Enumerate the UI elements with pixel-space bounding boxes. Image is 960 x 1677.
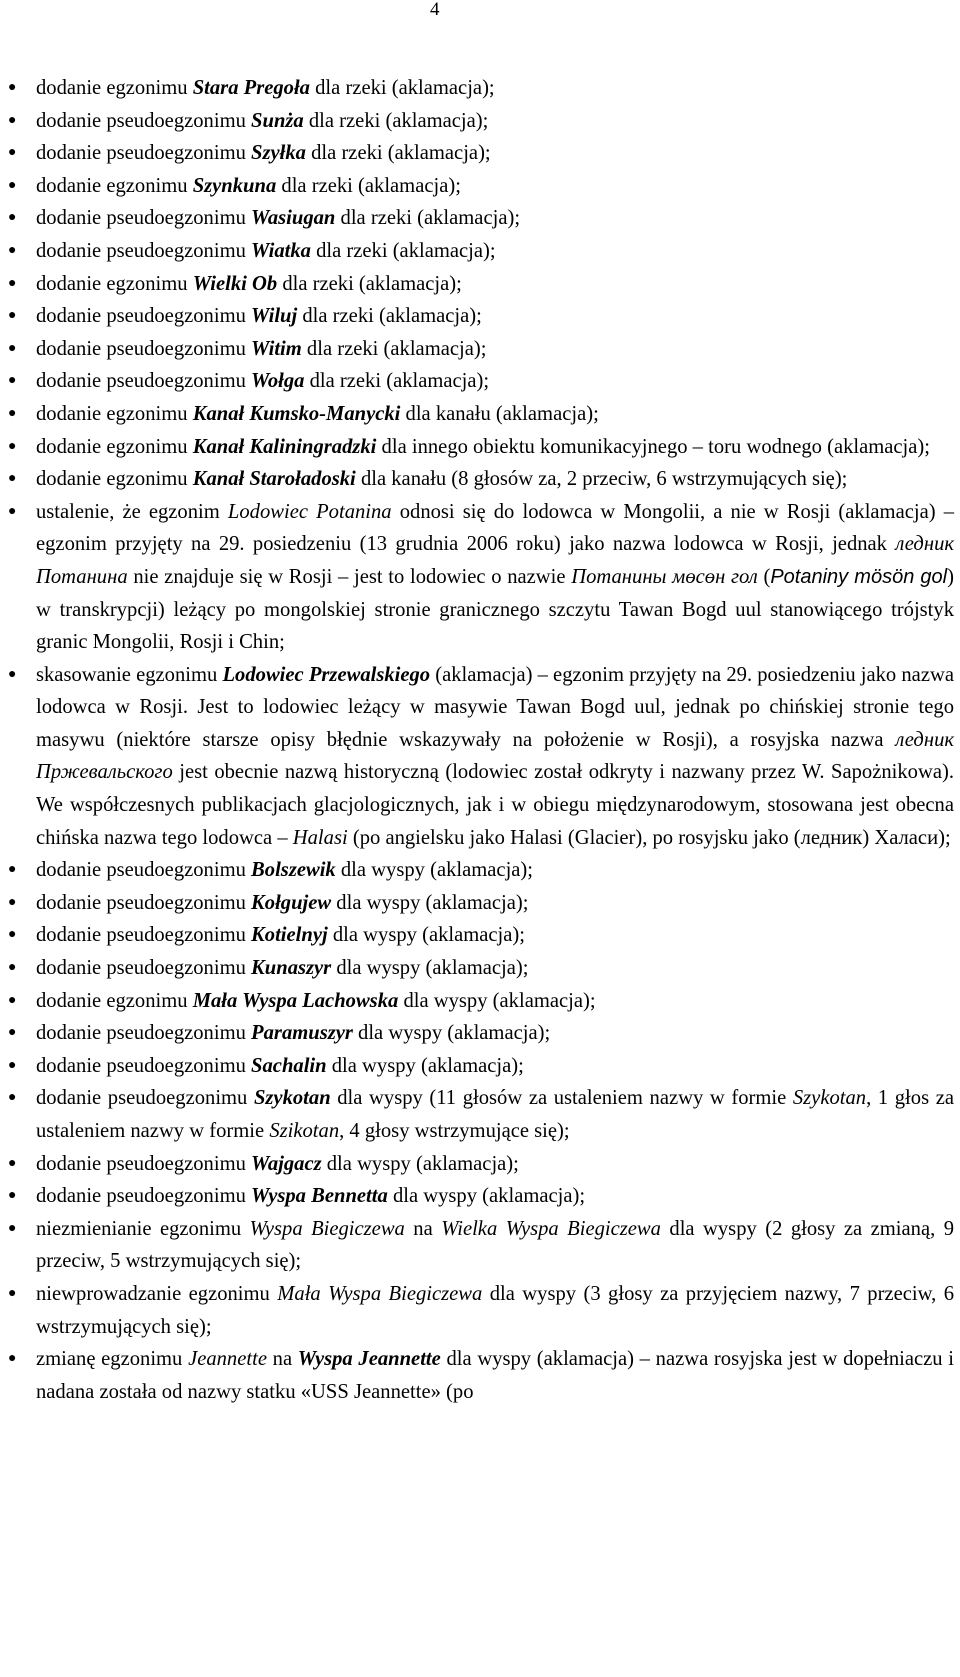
bullet-icon: ● bbox=[8, 960, 17, 976]
list-item bbox=[8, 431, 954, 464]
exonym-name: Wyspa Jeannette bbox=[297, 1348, 441, 1371]
item-text: dla wyspy (2 głosy za zmianą, 9 przeciw, 5 wstrzymujących się); bbox=[36, 1217, 954, 1273]
italic-name: Lodowiec Potanina bbox=[227, 500, 392, 523]
bullet-icon: ● bbox=[8, 862, 17, 878]
bullet-icon: ● bbox=[8, 1220, 17, 1236]
bullet-icon: ● bbox=[8, 1090, 17, 1106]
list-item bbox=[8, 268, 954, 301]
exonym-name: Kanał Staroładoski bbox=[192, 468, 356, 491]
exonym-name: Sachalin bbox=[251, 1054, 327, 1077]
list-item bbox=[8, 1017, 954, 1050]
exonym-name: Wołga bbox=[251, 370, 305, 393]
item-text: dla wyspy (aklamacja); bbox=[326, 1054, 524, 1077]
item-text: dla rzeki (aklamacja); bbox=[335, 207, 521, 230]
list-item bbox=[8, 1050, 954, 1083]
bullet-icon: ● bbox=[8, 1057, 17, 1073]
italic-name: Wyspa Biegiczewa bbox=[249, 1217, 405, 1240]
item-text: zmianę egzonimu bbox=[36, 1348, 189, 1371]
item-text: dodanie egzonimu bbox=[36, 435, 193, 458]
list-item bbox=[8, 137, 954, 170]
item-text: dla wyspy (aklamacja); bbox=[352, 1022, 551, 1045]
list-item bbox=[8, 659, 954, 855]
bullet-icon: ● bbox=[8, 145, 17, 161]
exonym-name: Szynkuna bbox=[192, 174, 277, 197]
bullet-icon: ● bbox=[8, 1285, 17, 1301]
bullet-icon: ● bbox=[8, 242, 17, 258]
exonym-name: Kunaszyr bbox=[251, 957, 332, 980]
item-text: dla wyspy (3 głosy za przyjęciem nazwy, 7 przeciw, 6 wstrzymujących się); bbox=[36, 1282, 954, 1338]
bullet-icon: ● bbox=[8, 927, 17, 943]
item-text: dodanie pseudoegzonimu bbox=[36, 337, 252, 360]
item-text: ustalenie, że egzonim bbox=[36, 500, 228, 523]
item-text: dla wyspy (aklamacja); bbox=[335, 859, 534, 882]
bullet-icon: ● bbox=[8, 1155, 17, 1171]
item-text: dodanie egzonimu bbox=[36, 989, 193, 1012]
exonym-name: Stara Pregoła bbox=[192, 77, 310, 99]
item-text: ( bbox=[757, 565, 771, 588]
exonym-name: Wasiugan bbox=[251, 207, 336, 230]
exonym-name: Kotielnyj bbox=[251, 924, 328, 947]
item-text: dla innego obiektu komunikacyjnego – toru wodnego (aklamacja); bbox=[376, 435, 930, 458]
item-text: dla wyspy (aklamacja); bbox=[327, 924, 525, 947]
item-text: dodanie pseudoegzonimu bbox=[36, 305, 252, 328]
item-text: dodanie pseudoegzonimu bbox=[36, 1054, 252, 1077]
italic-name: ледник Пржевальского bbox=[36, 728, 954, 784]
bullet-icon: ● bbox=[8, 438, 17, 454]
item-text: dla wyspy (aklamacja); bbox=[387, 1185, 586, 1208]
exonym-name: Bolszewik bbox=[251, 859, 336, 882]
item-text: dodanie pseudoegzonimu bbox=[36, 142, 252, 165]
item-text: niezmienianie egzonimu bbox=[36, 1217, 250, 1240]
bullet-icon: ● bbox=[8, 471, 17, 487]
bullet-icon: ● bbox=[8, 1351, 17, 1367]
item-text: (aklamacja) – egzonim przyjęty na 29. posiedzeniu jako nazwa lodowca w Rosji. Jest to lodowiec leżący w masywie Tawan Bogd uul, jednak po chińskiej stronie tego masywu (niektóre starsze opisy błędnie wskazywały na położenie w Rosji), a rosyjska nazwa bbox=[36, 663, 954, 751]
item-text: dodanie pseudoegzonimu bbox=[36, 924, 252, 947]
bullet-icon: ● bbox=[8, 1025, 17, 1041]
item-text: nie znajduje się w Rosji – jest to lodowiec o nazwie bbox=[127, 565, 572, 588]
exonym-name: Lodowiec Przewalskiego bbox=[222, 663, 431, 686]
item-text: dodanie egzonimu bbox=[36, 402, 193, 425]
item-text: odnosi się do lodowca w Mongolii, a nie w Rosji (aklamacja) – egzonim przyjęty na 29. posiedzeniu (13 grudnia 2006 roku) jako nazwa lodowca w Rosji, jednak bbox=[36, 500, 954, 556]
item-text: dla rzeki (aklamacja); bbox=[277, 272, 462, 295]
item-text: dodanie egzonimu bbox=[36, 77, 193, 99]
exonym-name: Wielki Ob bbox=[192, 272, 278, 295]
item-text: dodanie pseudoegzonimu bbox=[36, 1185, 252, 1208]
exonym-name: Wajgacz bbox=[251, 1152, 322, 1175]
italic-name: Szikotan bbox=[269, 1120, 340, 1142]
list-item bbox=[8, 105, 954, 138]
exonym-name: Szykotan bbox=[253, 1087, 331, 1110]
item-text: dla rzeki (aklamacja); bbox=[303, 109, 489, 132]
page-number: 4 bbox=[430, 0, 440, 20]
italic-name: Halasi bbox=[292, 826, 348, 849]
list-item bbox=[8, 202, 954, 235]
list-item bbox=[8, 1213, 954, 1278]
list-item bbox=[8, 496, 954, 659]
bullet-icon: ● bbox=[8, 992, 17, 1008]
item-text: , 4 głosy wstrzymujące się); bbox=[339, 1120, 570, 1142]
item-text: dla kanału (8 głosów za, 2 przeciw, 6 wstrzymujących się); bbox=[355, 468, 848, 491]
bullet-icon: ● bbox=[8, 275, 17, 291]
item-text: dla wyspy (aklamacja) – nazwa rosyjska jest w dopełniaczu i nadana została od nazwy statku «USS Jeannette» (po bbox=[36, 1348, 955, 1403]
exonym-name: Sunża bbox=[251, 109, 304, 132]
exonym-name: Wyspa Bennetta bbox=[251, 1185, 388, 1208]
italic-name: Потанины мөсөн гол bbox=[571, 565, 758, 588]
item-text: dodanie pseudoegzonimu bbox=[36, 239, 252, 262]
item-text: dodanie pseudoegzonimu bbox=[36, 109, 252, 132]
bullet-icon: ● bbox=[8, 308, 17, 324]
italic-name: Szykotan bbox=[792, 1087, 867, 1110]
item-text: dla rzeki (aklamacja); bbox=[301, 337, 487, 360]
bullet-icon: ● bbox=[8, 373, 17, 389]
list-item bbox=[8, 463, 954, 496]
bullet-icon: ● bbox=[8, 177, 17, 193]
italic-name: Mała Wyspa Biegiczewa bbox=[277, 1282, 483, 1305]
item-text: dodanie pseudoegzonimu bbox=[36, 1087, 254, 1110]
list-item bbox=[8, 1278, 954, 1343]
exonym-name: Wiluj bbox=[251, 305, 298, 328]
list-item bbox=[8, 854, 954, 887]
item-text: dodanie egzonimu bbox=[36, 174, 193, 197]
list-item bbox=[8, 235, 954, 268]
italic-name: Potaniny mösön gol bbox=[770, 565, 948, 588]
bullet-icon: ● bbox=[8, 340, 17, 356]
item-text: niewprowadzanie egzonimu bbox=[36, 1282, 278, 1305]
list-item bbox=[8, 919, 954, 952]
item-text: , 1 głos za ustaleniem nazwy w formie bbox=[36, 1087, 954, 1142]
item-text: dodanie egzonimu bbox=[36, 468, 193, 491]
item-text: dla rzeki (aklamacja); bbox=[309, 77, 495, 99]
bullet-icon: ● bbox=[8, 666, 17, 682]
list-item bbox=[8, 1082, 954, 1147]
list-item bbox=[8, 300, 954, 333]
exonym-name: Szyłka bbox=[251, 142, 306, 165]
item-text: dodanie pseudoegzonimu bbox=[36, 859, 252, 882]
bullet-icon: ● bbox=[8, 894, 17, 910]
item-text: na bbox=[266, 1348, 298, 1371]
exonym-name: Kanał Kumsko-Manycki bbox=[192, 402, 401, 425]
item-text: dla wyspy (aklamacja); bbox=[331, 957, 529, 980]
list-item bbox=[8, 985, 954, 1018]
list-item bbox=[8, 1148, 954, 1181]
bullet-icon: ● bbox=[8, 405, 17, 421]
item-text: dla wyspy (aklamacja); bbox=[321, 1152, 519, 1175]
item-text: dodanie egzonimu bbox=[36, 272, 193, 295]
item-text: jest obecnie nazwą historyczną (lodowiec został odkryty i nazwany przez W. Sapożnikowa). We współczesnych publikacjach glacjologicznych, jak i w obiegu międzynarodowym, stosowana jest obecna chińska nazwa tego lodowca – bbox=[36, 761, 954, 849]
bullet-icon: ● bbox=[8, 1188, 17, 1204]
bullet-icon: ● bbox=[8, 112, 17, 128]
bullet-icon: ● bbox=[8, 503, 17, 519]
item-text: skasowanie egzonimu bbox=[36, 663, 223, 686]
list-item bbox=[8, 1180, 954, 1213]
item-text: dodanie pseudoegzonimu bbox=[36, 1152, 252, 1175]
exonym-name: Wiatka bbox=[251, 239, 311, 262]
item-text: dla rzeki (aklamacja); bbox=[304, 370, 490, 393]
italic-name: Jeannette bbox=[188, 1348, 267, 1371]
list-item bbox=[8, 170, 954, 203]
italic-name: ледник Потанина bbox=[36, 533, 954, 588]
item-text: dla rzeki (aklamacja); bbox=[276, 174, 461, 197]
bullet-icon: ● bbox=[8, 80, 17, 95]
item-text: dla wyspy (aklamacja); bbox=[398, 989, 596, 1012]
item-text: dodanie pseudoegzonimu bbox=[36, 370, 252, 393]
bullet-icon: ● bbox=[8, 210, 17, 226]
exonym-name: Paramuszyr bbox=[251, 1022, 353, 1045]
item-text: dla rzeki (aklamacja); bbox=[305, 142, 491, 165]
item-text: dodanie pseudoegzonimu bbox=[36, 891, 252, 914]
item-text: dla rzeki (aklamacja); bbox=[297, 305, 482, 328]
list-item bbox=[8, 365, 954, 398]
item-text: (po angielsku jako Halasi (Glacier), po rosyjsku jako (ледник) Халаси); bbox=[347, 826, 951, 849]
italic-name: Wielka Wyspa Biegiczewa bbox=[441, 1217, 661, 1240]
item-text: dodanie pseudoegzonimu bbox=[36, 207, 252, 230]
list-item bbox=[8, 398, 954, 431]
exonym-name: Witim bbox=[251, 337, 302, 360]
item-text: dla wyspy (11 głosów za ustaleniem nazwy w formie bbox=[330, 1087, 793, 1110]
list-item bbox=[8, 887, 954, 920]
decision-list bbox=[8, 72, 955, 1408]
list-item bbox=[8, 1343, 955, 1408]
list-item bbox=[8, 72, 954, 105]
item-text: dla kanału (aklamacja); bbox=[400, 402, 599, 425]
item-text: dla wyspy (aklamacja); bbox=[331, 891, 529, 914]
exonym-name: Kołgujew bbox=[251, 891, 332, 914]
list-item bbox=[8, 333, 954, 366]
item-text: dla rzeki (aklamacja); bbox=[310, 239, 496, 262]
item-text: dodanie pseudoegzonimu bbox=[36, 957, 252, 980]
item-text: na bbox=[404, 1217, 442, 1240]
item-text: ) w transkrypcji) leżący po mongolskiej stronie granicznego szczytu Tawan Bogd uul stanowiącego trójstyk granic Mongolii, Rosji i Chin; bbox=[36, 565, 954, 654]
exonym-name: Kanał Kaliningradzki bbox=[192, 435, 377, 458]
exonym-name: Mała Wyspa Lachowska bbox=[192, 989, 399, 1012]
list-item bbox=[8, 952, 954, 985]
item-text: dodanie pseudoegzonimu bbox=[36, 1022, 252, 1045]
